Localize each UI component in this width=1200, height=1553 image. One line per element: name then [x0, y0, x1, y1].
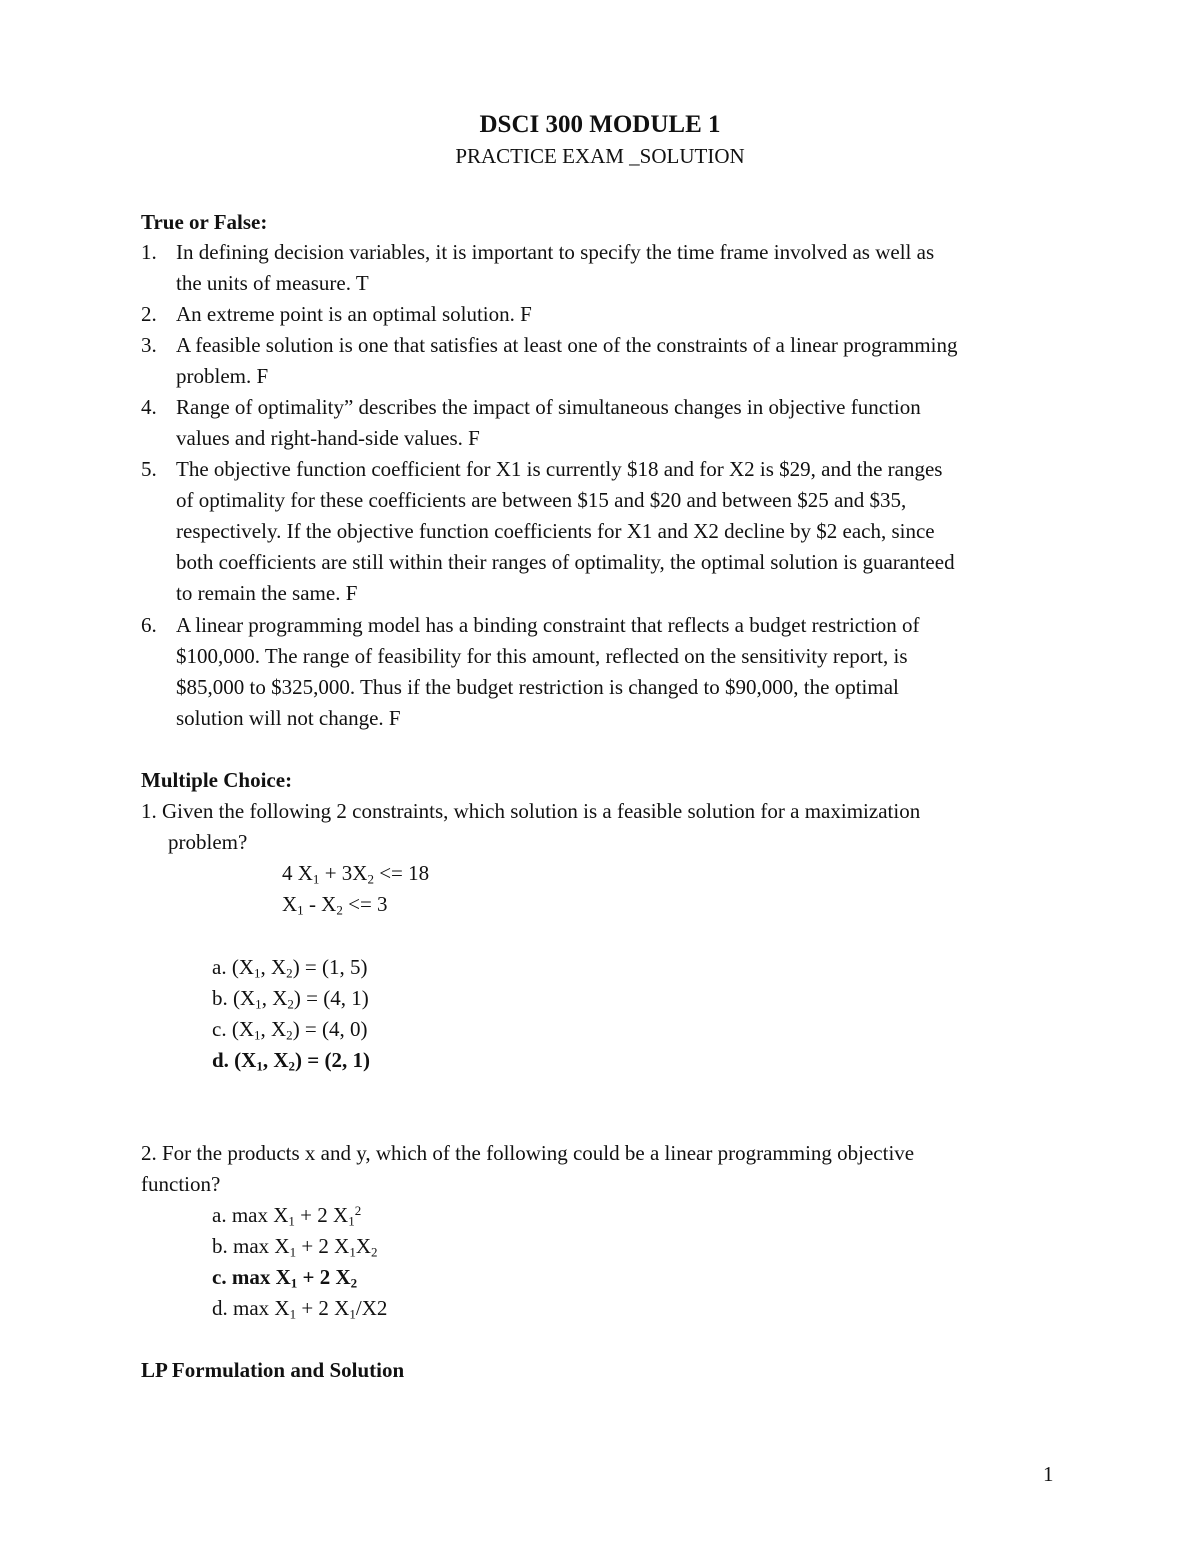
- lp-formulation-heading: LP Formulation and Solution: [141, 1358, 405, 1382]
- mc-q1-option-d-correct: d. ($X_1$, $X_2) = (2$, 1): [212, 1048, 370, 1074]
- mc-q2-option-d: d. $\max X_1 + 2$ $X_1/X2$: [212, 1296, 388, 1322]
- tf-item-2-number: 2.: [141, 302, 157, 326]
- tf-item-1-number: 1.: [141, 240, 157, 264]
- mc-q2-option-a: a. $\max X_1 + 2$ $X_1^2$: [212, 1202, 362, 1229]
- tf-item-5-line-1: The objective function coefficient for X1 is currently $18 and for X2 is $29, and the ranges: [176, 457, 943, 481]
- tf-item-6-line-3: $85,000 to $325,000. Thus if the budget restriction is changed to $90,000, the optimal: [176, 675, 899, 699]
- page-title: DSCI 300 MODULE 1: [479, 111, 721, 138]
- mc-q2-option-c-correct: c. $\max X_1 + 2$ $X_2$: [212, 1265, 358, 1291]
- mc-q1-line-2: problem?: [168, 830, 248, 854]
- mc-q1-constraint-2: $X_1 - X_2 <= 3$: [282, 892, 388, 918]
- tf-item-2-line-1: An extreme point is an optimal solution. F: [176, 302, 532, 326]
- tf-item-6-line-2: $100,000. The range of feasibility for this amount, reflected on the sensitivity report, is: [176, 644, 908, 668]
- tf-item-3-line-2: problem. F: [176, 364, 269, 388]
- mc-q1-option-c: c. ($X_1$, $X_2) = (4$, 0): [212, 1017, 368, 1043]
- mc-q2-line-1: 2. For the products x and y, which of the following could be a linear programming objective: [141, 1141, 915, 1165]
- tf-item-5-line-2: of optimality for these coefficients are between $15 and $20 and between $25 and $35,: [176, 488, 907, 512]
- page-number: 1: [1043, 1462, 1054, 1486]
- multiple-choice-heading: Multiple Choice:: [141, 768, 293, 792]
- page-subtitle: PRACTICE EXAM _SOLUTION: [455, 144, 745, 168]
- mc-q1-option-a: a. ($X_1$, $X_2) = (1$, 5): [212, 955, 368, 981]
- tf-item-1-line-1: In defining decision variables, it is important to specify the time frame involved as well as: [176, 240, 935, 264]
- tf-item-6-line-1: A linear programming model has a binding constraint that reflects a budget restriction of: [176, 613, 920, 637]
- tf-item-5-line-5: to remain the same. F: [176, 581, 358, 605]
- mc-q1-option-b: b. ($X_1$, $X_2) = (4$, 1): [212, 986, 369, 1012]
- tf-item-5-line-4: both coefficients are still within their ranges of optimality, the optimal solution is guaranteed: [176, 550, 955, 574]
- tf-item-5-line-3: respectively. If the objective function coefficients for X1 and X2 decline by $2 each, since: [176, 519, 935, 543]
- tf-item-3-line-1: A feasible solution is one that satisfies at least one of the constraints of a linear programming: [176, 333, 958, 357]
- tf-item-6-line-4: solution will not change. F: [176, 706, 401, 730]
- tf-item-5-number: 5.: [141, 457, 157, 481]
- mc-q1-constraint-1: 4 $X_1 + 3X_2 <= 18$: [282, 861, 430, 887]
- tf-item-1-line-2: the units of measure. T: [176, 271, 369, 295]
- tf-item-6-number: 6.: [141, 613, 157, 637]
- true-false-heading: True or False:: [141, 210, 268, 234]
- mc-q2-option-b: b. $\max X_1 + 2$ $X_1X_2$: [212, 1234, 378, 1260]
- mc-q1-line-1: 1. Given the following 2 constraints, which solution is a feasible solution for a maximization: [141, 799, 921, 823]
- tf-item-4-number: 4.: [141, 395, 157, 419]
- tf-item-4-line-2: values and right-hand-side values. F: [176, 426, 480, 450]
- mc-q2-line-2: function?: [141, 1172, 221, 1196]
- tf-item-3-number: 3.: [141, 333, 157, 357]
- tf-item-4-line-1: Range of optimality” describes the impact of simultaneous changes in objective function: [176, 395, 921, 419]
